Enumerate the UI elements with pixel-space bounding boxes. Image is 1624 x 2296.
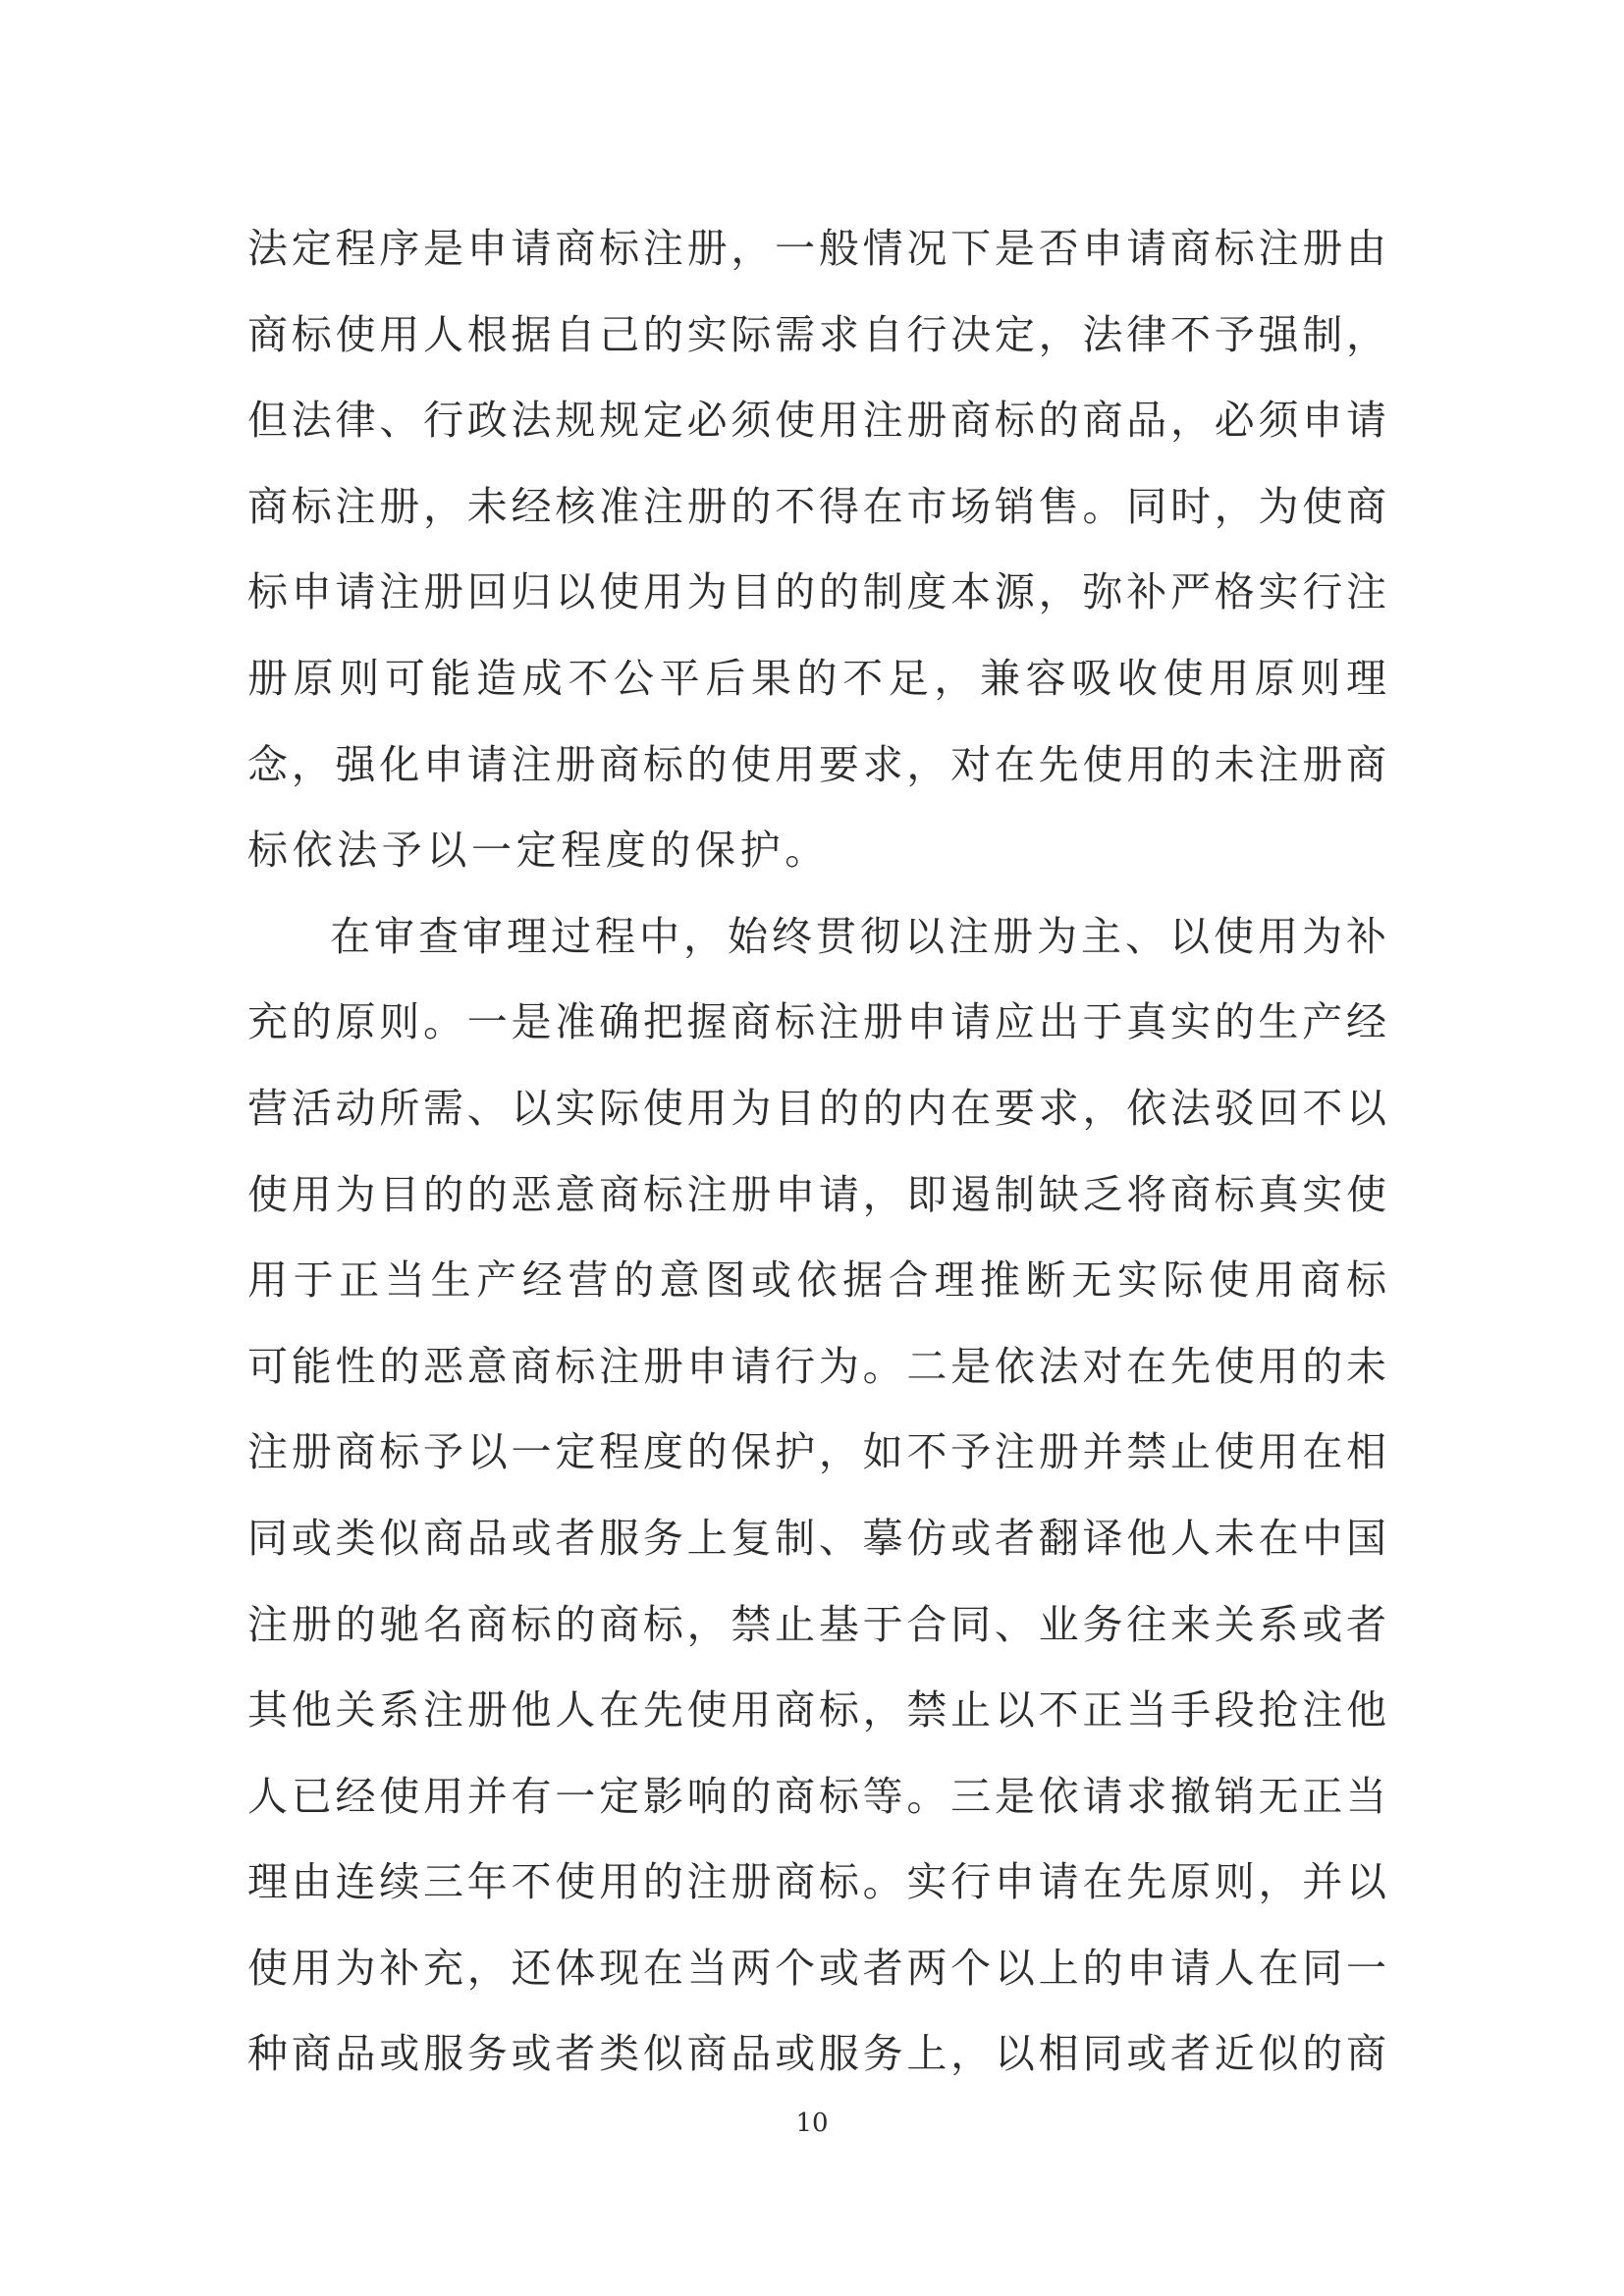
paragraph-2-line-11: 人已经使用并有一定影响的商标等。三是依请求撤销无正当 [247,1772,1386,1820]
paragraph-1-line-4: 商标注册，未经核准注册的不得在市场销售。同时，为使商 [247,482,1386,530]
paragraph-2-line-14: 种商品或服务或者类似商品或服务上，以相同或者近似的商 [247,2030,1386,2078]
paragraph-1-line-5: 标申请注册回归以使用为目的的制度本源，弥补严格实行注 [247,568,1386,616]
page-number: 10 [795,2109,829,2138]
paragraph-2-line-13: 使用为补充，还体现在当两个或者两个以上的申请人在同一 [247,1944,1386,1992]
paragraph-1-line-3: 但法律、行政法规规定必须使用注册商标的商品，必须申请 [247,397,1386,445]
paragraph-1-line-6: 册原则可能造成不公平后果的不足，兼容吸收使用原则理 [247,654,1386,702]
paragraph-1-line-1: 法定程序是申请商标注册，一般情况下是否申请商标注册由 [247,225,1386,272]
paragraph-2-line-3: 营活动所需、以实际使用为目的的内在要求，依法驳回不以 [247,1084,1386,1132]
paragraph-2-line-7: 注册商标予以一定程度的保护，如不予注册并禁止使用在相 [247,1428,1386,1476]
paragraph-2-line-8: 同或类似商品或者服务上复制、摹仿或者翻译他人未在中国 [247,1514,1386,1562]
paragraph-2-line-5: 用于正当生产经营的意图或依据合理推断无实际使用商标 [247,1256,1386,1305]
paragraph-2-line-4: 使用为目的的恶意商标注册申请，即遏制缺乏将商标真实使 [247,1170,1386,1218]
paragraph-2-line-10: 其他关系注册他人在先使用商标，禁止以不正当手段抢注他 [247,1686,1386,1735]
paragraph-2-line-6: 可能性的恶意商标注册申请行为。二是依法对在先使用的未 [247,1342,1386,1390]
paragraph-2-line-2: 充的原则。一是准确把握商标注册申请应出于真实的生产经 [247,998,1386,1046]
paragraph-1-line-2: 商标使用人根据自己的实际需求自行决定，法律不予强制， [247,310,1386,358]
paragraph-1-line-7: 念，强化申请注册商标的使用要求，对在先使用的未注册商 [247,740,1386,788]
paragraph-2-line-12: 理由连续三年不使用的注册商标。实行申请在先原则，并以 [247,1858,1386,1906]
body-text [247,206,1386,2098]
paragraph-1-line-8: 标依法予以一定程度的保护。 [247,827,830,875]
paragraph-2-line-1: 在审查审理过程中，始终贯彻以注册为主、以使用为补 [330,912,1386,960]
paragraph-2-line-9: 注册的驰名商标的商标，禁止基于合同、业务往来关系或者 [247,1600,1386,1648]
